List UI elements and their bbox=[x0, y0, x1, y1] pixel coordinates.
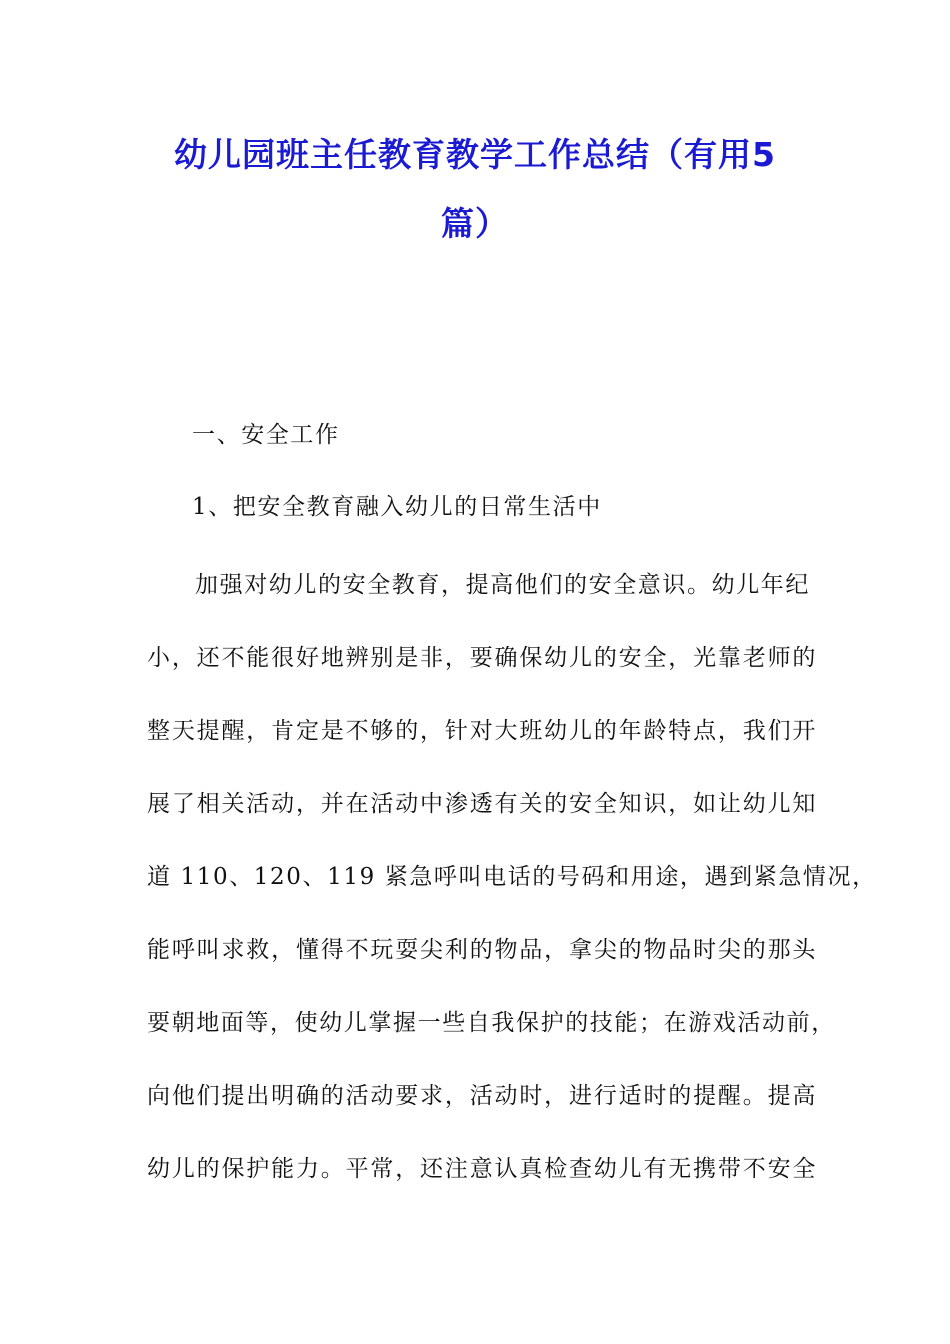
document-title-line-1: 幼儿园班主任教育教学工作总结（有用5 bbox=[174, 135, 776, 174]
paragraph-line: 道 110、120、119 紧急呼叫电话的号码和用途，遇到紧急情况， bbox=[147, 864, 877, 890]
subsection-heading: 1、把安全教育融入幼儿的日常生活中 bbox=[192, 494, 602, 520]
document-title-line-2: 篇） bbox=[441, 204, 509, 243]
paragraph-line: 幼儿的保护能力。平常，还注意认真检查幼儿有无携带不安全 bbox=[147, 1156, 817, 1182]
paragraph-line: 要朝地面等，使幼儿掌握一些自我保护的技能；在游戏活动前， bbox=[147, 1010, 836, 1036]
paragraph-line: 向他们提出明确的活动要求，活动时，进行适时的提醒。提高 bbox=[147, 1083, 817, 1109]
section-heading: 一、安全工作 bbox=[192, 422, 340, 448]
paragraph-line: 展了相关活动，并在活动中渗透有关的安全知识，如让幼儿知 bbox=[147, 791, 817, 817]
paragraph-line: 能呼叫求救，懂得不玩耍尖利的物品，拿尖的物品时尖的那头 bbox=[147, 937, 817, 963]
paragraph-line: 小，还不能很好地辨别是非，要确保幼儿的安全，光靠老师的 bbox=[147, 645, 817, 671]
paragraph-line: 整天提醒，肯定是不够的，针对大班幼儿的年龄特点，我们开 bbox=[147, 718, 817, 744]
paragraph-line: 加强对幼儿的安全教育，提高他们的安全意识。幼儿年纪 bbox=[195, 572, 810, 598]
